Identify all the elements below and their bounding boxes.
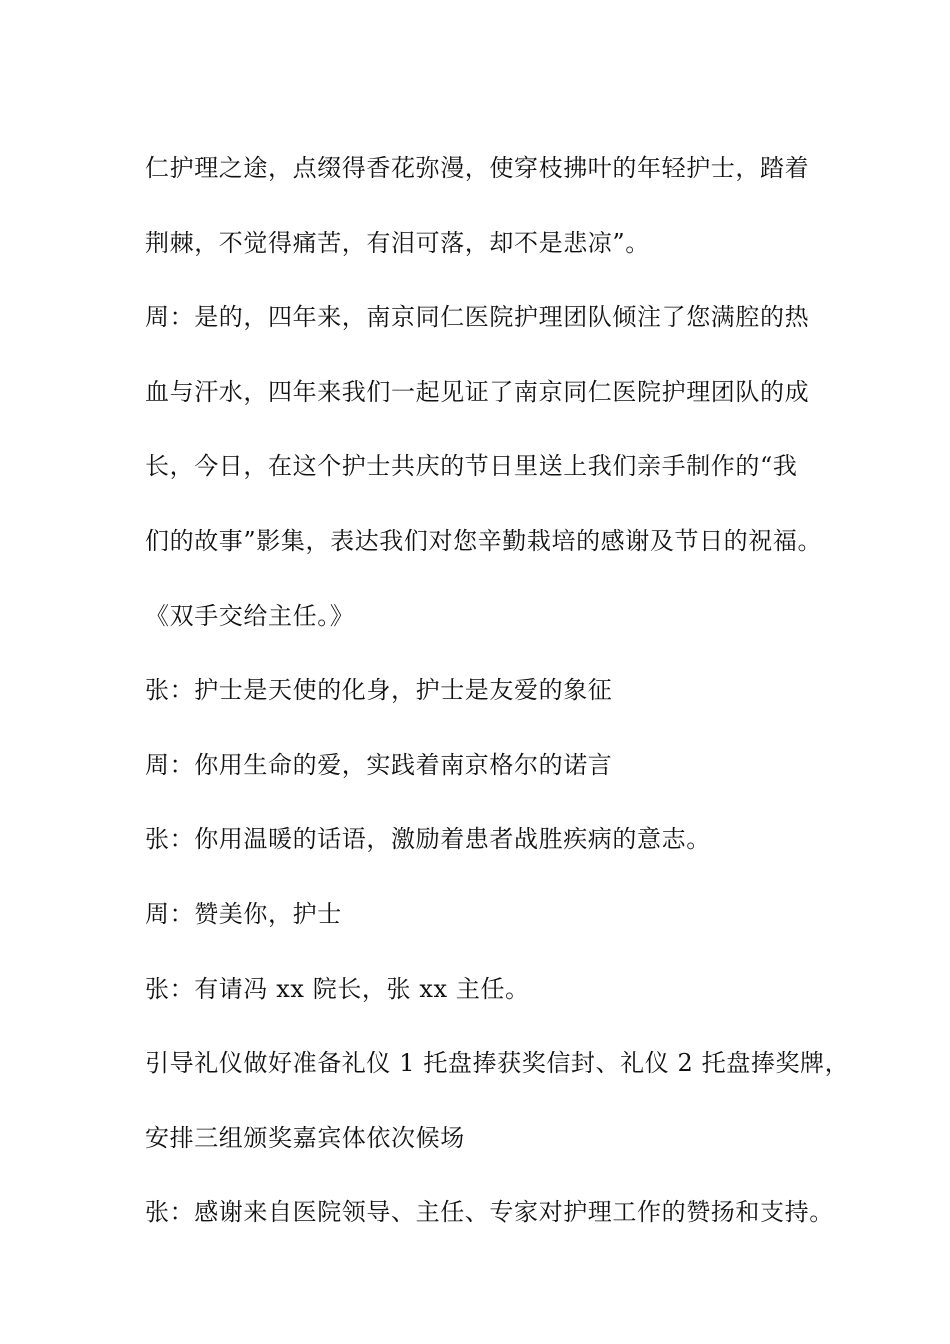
- dialogue-line: 周：赞美你，护士: [145, 899, 342, 928]
- text-line: 长，今日，在这个护士共庆的节日里送上我们亲手制作的“我: [145, 452, 798, 481]
- text-line: 血与汗水，四年来我们一起见证了南京同仁医院护理团队的成: [145, 377, 810, 406]
- text-line: 荆棘，不觉得痛苦，有泪可落，却不是悲凉”。: [145, 228, 650, 257]
- dialogue-line: 张：你用温暖的话语，激励着患者战胜疾病的意志。: [145, 825, 711, 854]
- text-line: 仁护理之途，点缀得香花弥漫，使穿枝拂叶的年轻护士，踏着: [145, 154, 810, 182]
- stage-direction: 引导礼仪做好准备礼仪 1 托盘捧获奖信封、礼仪 2 托盘捧奖牌，: [145, 1049, 850, 1078]
- dialogue-line: 周：你用生命的爱，实践着南京格尔的诺言: [145, 750, 613, 779]
- document-body: [145, 131, 850, 1250]
- stage-direction: 安排三组颁奖嘉宾体依次候场: [145, 1123, 465, 1152]
- dialogue-line: 周：是的，四年来，南京同仁医院护理团队倾注了您满腔的热: [145, 303, 810, 332]
- dialogue-line: 张：感谢来自医院领导、主任、专家对护理工作的赞扬和支持。: [145, 1198, 834, 1227]
- stage-direction: 《双手交给主任。》: [145, 601, 355, 630]
- dialogue-line: 张：有请冯 xx 院长，张 xx 主任。: [145, 974, 530, 1003]
- text-line: 们的故事”影集，表达我们对您辛勤栽培的感谢及节日的祝福。: [145, 526, 823, 555]
- dialogue-line: 张：护士是天使的化身，护士是友爱的象征: [145, 676, 613, 705]
